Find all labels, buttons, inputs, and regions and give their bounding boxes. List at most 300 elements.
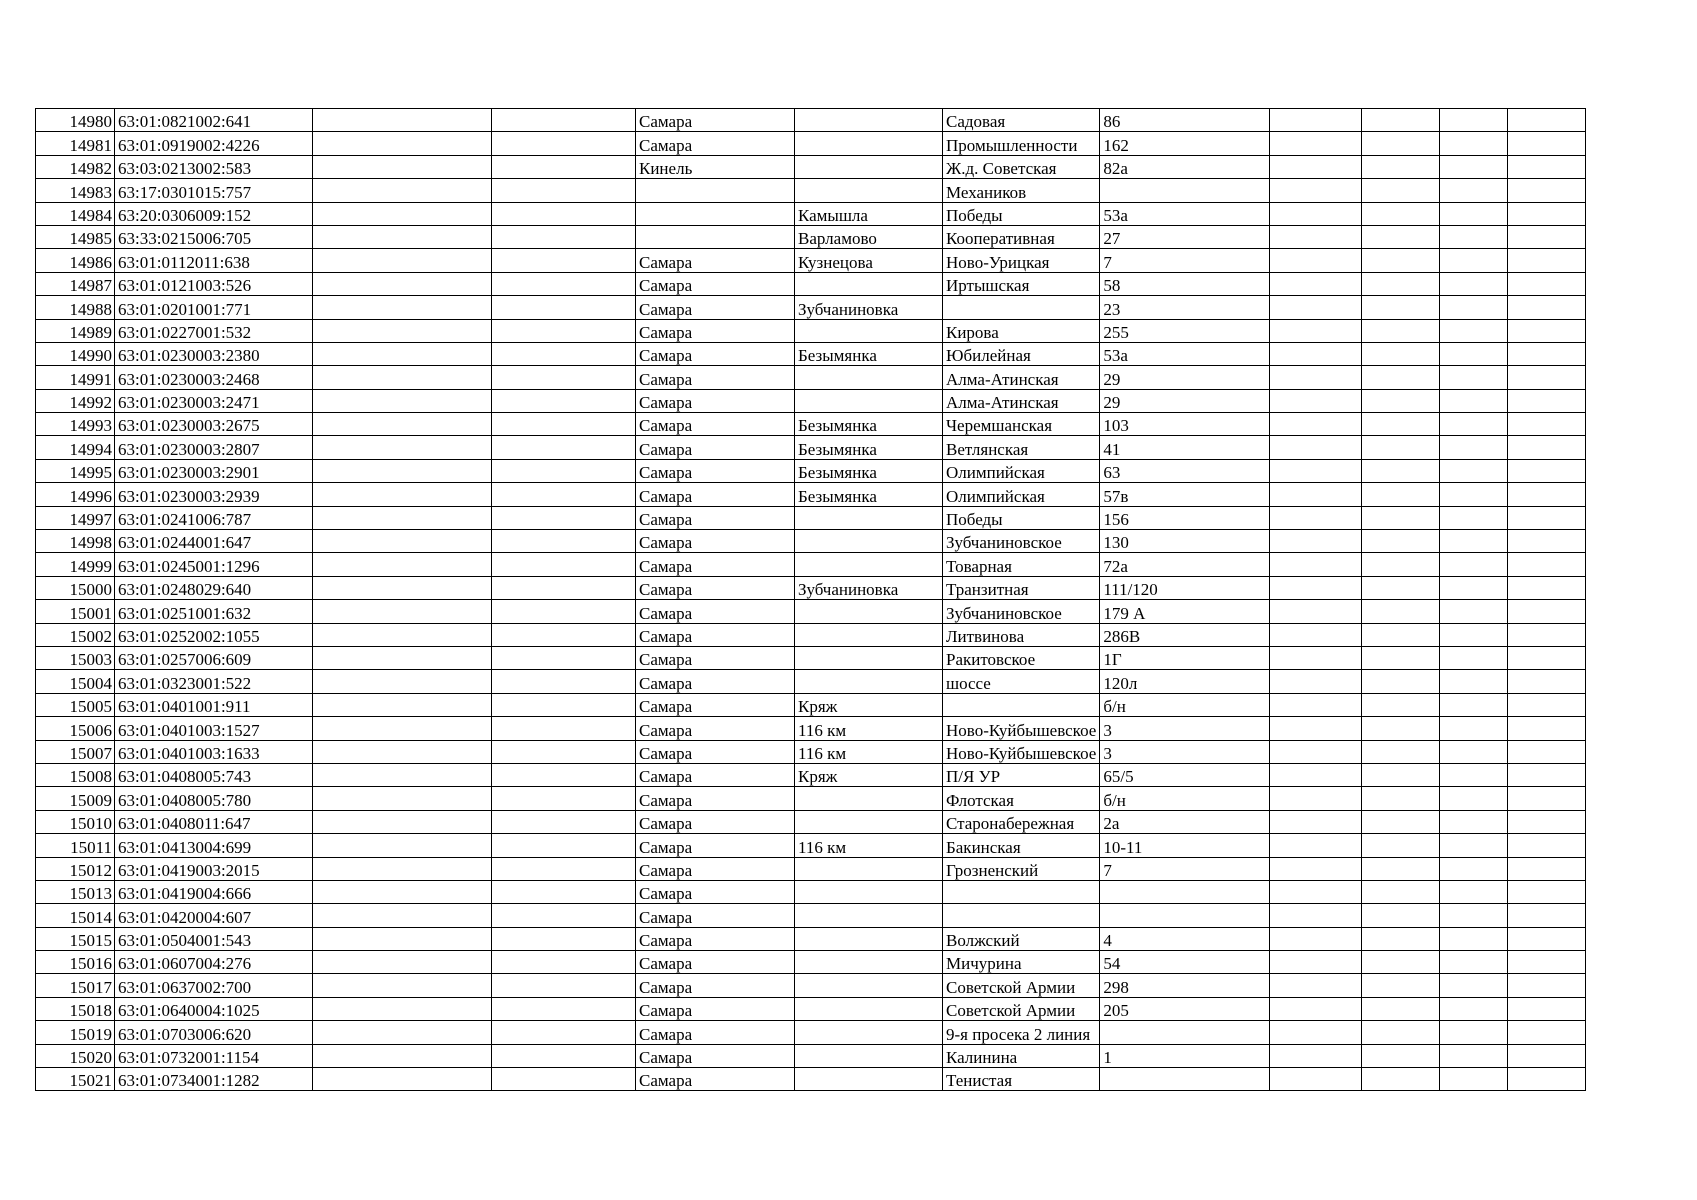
house-number-cell: 1Г <box>1100 646 1270 669</box>
table-row <box>36 740 1586 763</box>
empty-cell <box>1362 225 1440 248</box>
locality-cell <box>795 904 943 927</box>
table-row <box>36 576 1586 599</box>
empty-cell <box>1270 740 1362 763</box>
empty-cell <box>1440 225 1508 248</box>
empty-cell <box>1440 740 1508 763</box>
empty-cell <box>492 1021 636 1044</box>
cadastral-number-cell: 63:33:0215006:705 <box>115 225 313 248</box>
locality-cell <box>795 530 943 553</box>
street-cell: Алма-Атинская <box>943 389 1100 412</box>
empty-cell <box>492 904 636 927</box>
empty-cell <box>1508 202 1586 225</box>
row-number-cell: 15003 <box>36 646 115 669</box>
empty-cell <box>1508 296 1586 319</box>
house-number-cell: 298 <box>1100 974 1270 997</box>
empty-cell <box>1508 436 1586 459</box>
empty-cell <box>1362 1021 1440 1044</box>
street-cell: Ново-Куйбышевское <box>943 740 1100 763</box>
empty-cell <box>313 225 492 248</box>
street-cell: Победы <box>943 202 1100 225</box>
empty-cell <box>313 951 492 974</box>
empty-cell <box>1362 1044 1440 1067</box>
empty-cell <box>1270 389 1362 412</box>
empty-cell <box>1362 904 1440 927</box>
empty-cell <box>1362 880 1440 903</box>
city-cell: Самара <box>636 693 795 716</box>
street-cell: Литвинова <box>943 623 1100 646</box>
empty-cell <box>1362 296 1440 319</box>
empty-cell <box>1508 483 1586 506</box>
empty-cell <box>313 623 492 646</box>
city-cell: Самара <box>636 951 795 974</box>
locality-cell: Безымянка <box>795 342 943 365</box>
empty-cell <box>1362 179 1440 202</box>
empty-cell <box>1362 202 1440 225</box>
locality-cell <box>795 272 943 295</box>
table-row <box>36 623 1586 646</box>
empty-cell <box>1270 717 1362 740</box>
empty-cell <box>1508 179 1586 202</box>
empty-cell <box>1440 787 1508 810</box>
empty-cell <box>1362 413 1440 436</box>
empty-cell <box>313 389 492 412</box>
table-row <box>36 904 1586 927</box>
empty-cell <box>1440 717 1508 740</box>
empty-cell <box>1270 155 1362 178</box>
empty-cell <box>1440 109 1508 132</box>
empty-cell <box>313 132 492 155</box>
locality-cell <box>795 951 943 974</box>
table-row <box>36 951 1586 974</box>
empty-cell <box>492 880 636 903</box>
empty-cell <box>1508 109 1586 132</box>
row-number-cell: 15019 <box>36 1021 115 1044</box>
street-cell: Ветлянская <box>943 436 1100 459</box>
city-cell: Самара <box>636 927 795 950</box>
city-cell: Кинель <box>636 155 795 178</box>
table-row <box>36 974 1586 997</box>
empty-cell <box>1362 342 1440 365</box>
table-row <box>36 717 1586 740</box>
row-number-cell: 14982 <box>36 155 115 178</box>
house-number-cell: 2а <box>1100 810 1270 833</box>
empty-cell <box>1270 974 1362 997</box>
empty-cell <box>1508 342 1586 365</box>
table-row <box>36 459 1586 482</box>
empty-cell <box>313 179 492 202</box>
street-cell: Зубчаниновское <box>943 600 1100 623</box>
empty-cell <box>1362 951 1440 974</box>
empty-cell <box>1440 670 1508 693</box>
empty-cell <box>1440 506 1508 529</box>
street-cell: Победы <box>943 506 1100 529</box>
cadastral-number-cell: 63:01:0112011:638 <box>115 249 313 272</box>
row-number-cell: 14996 <box>36 483 115 506</box>
street-cell <box>943 904 1100 927</box>
empty-cell <box>1362 530 1440 553</box>
row-number-cell: 15010 <box>36 810 115 833</box>
empty-cell <box>1362 740 1440 763</box>
street-cell: Бакинская <box>943 834 1100 857</box>
house-number-cell: 29 <box>1100 366 1270 389</box>
empty-cell <box>1508 787 1586 810</box>
empty-cell <box>1270 109 1362 132</box>
city-cell: Самара <box>636 717 795 740</box>
empty-cell <box>1508 366 1586 389</box>
cadastral-number-cell: 63:01:0230003:2901 <box>115 459 313 482</box>
cadastral-number-cell: 63:01:0230003:2939 <box>115 483 313 506</box>
cadastral-number-cell: 63:01:0401003:1527 <box>115 717 313 740</box>
empty-cell <box>1440 880 1508 903</box>
row-number-cell: 15006 <box>36 717 115 740</box>
row-number-cell: 14985 <box>36 225 115 248</box>
city-cell: Самара <box>636 997 795 1020</box>
empty-cell <box>1508 225 1586 248</box>
empty-cell <box>1270 483 1362 506</box>
city-cell: Самара <box>636 623 795 646</box>
empty-cell <box>313 670 492 693</box>
street-cell <box>943 296 1100 319</box>
empty-cell <box>1270 904 1362 927</box>
empty-cell <box>1270 951 1362 974</box>
table-row <box>36 389 1586 412</box>
city-cell: Самара <box>636 600 795 623</box>
locality-cell: Зубчаниновка <box>795 296 943 319</box>
street-cell: Тенистая <box>943 1068 1100 1091</box>
empty-cell <box>313 342 492 365</box>
table-row <box>36 483 1586 506</box>
empty-cell <box>1270 787 1362 810</box>
empty-cell <box>492 155 636 178</box>
table-row <box>36 927 1586 950</box>
row-number-cell: 15008 <box>36 763 115 786</box>
empty-cell <box>1508 1021 1586 1044</box>
city-cell: Самара <box>636 389 795 412</box>
empty-cell <box>1508 623 1586 646</box>
street-cell: Олимпийская <box>943 483 1100 506</box>
empty-cell <box>1508 530 1586 553</box>
house-number-cell <box>1100 179 1270 202</box>
city-cell: Самара <box>636 296 795 319</box>
city-cell: Самара <box>636 857 795 880</box>
cadastral-number-cell: 63:01:0257006:609 <box>115 646 313 669</box>
house-number-cell: 65/5 <box>1100 763 1270 786</box>
city-cell: Самара <box>636 413 795 436</box>
row-number-cell: 15000 <box>36 576 115 599</box>
table-row <box>36 225 1586 248</box>
empty-cell <box>492 740 636 763</box>
row-number-cell: 14991 <box>36 366 115 389</box>
house-number-cell: 205 <box>1100 997 1270 1020</box>
cadastral-number-cell: 63:01:0245001:1296 <box>115 553 313 576</box>
empty-cell <box>1362 319 1440 342</box>
row-number-cell: 14992 <box>36 389 115 412</box>
empty-cell <box>1270 366 1362 389</box>
locality-cell <box>795 974 943 997</box>
empty-cell <box>1270 296 1362 319</box>
house-number-cell: 156 <box>1100 506 1270 529</box>
empty-cell <box>492 623 636 646</box>
street-cell: Советской Армии <box>943 997 1100 1020</box>
empty-cell <box>1440 272 1508 295</box>
empty-cell <box>1440 436 1508 459</box>
table-row <box>36 787 1586 810</box>
empty-cell <box>1270 576 1362 599</box>
empty-cell <box>492 974 636 997</box>
row-number-cell: 14999 <box>36 553 115 576</box>
cadastral-number-cell: 63:01:0121003:526 <box>115 272 313 295</box>
empty-cell <box>492 951 636 974</box>
empty-cell <box>1508 459 1586 482</box>
house-number-cell: 162 <box>1100 132 1270 155</box>
empty-cell <box>1508 553 1586 576</box>
empty-cell <box>313 576 492 599</box>
empty-cell <box>1362 249 1440 272</box>
locality-cell: Камышла <box>795 202 943 225</box>
row-number-cell: 15002 <box>36 623 115 646</box>
empty-cell <box>1508 717 1586 740</box>
locality-cell: Безымянка <box>795 413 943 436</box>
table-row <box>36 670 1586 693</box>
empty-cell <box>1440 1044 1508 1067</box>
table-row <box>36 834 1586 857</box>
table-row <box>36 530 1586 553</box>
street-cell: Советской Армии <box>943 974 1100 997</box>
empty-cell <box>1508 272 1586 295</box>
empty-cell <box>1508 974 1586 997</box>
street-cell: Товарная <box>943 553 1100 576</box>
house-number-cell: 3 <box>1100 740 1270 763</box>
city-cell: Самара <box>636 132 795 155</box>
cadastral-number-cell: 63:01:0252002:1055 <box>115 623 313 646</box>
empty-cell <box>1270 1044 1362 1067</box>
empty-cell <box>1362 787 1440 810</box>
empty-cell <box>492 249 636 272</box>
cadastral-number-cell: 63:01:0420004:607 <box>115 904 313 927</box>
locality-cell: Кузнецова <box>795 249 943 272</box>
cadastral-number-cell: 63:01:0244001:647 <box>115 530 313 553</box>
house-number-cell: 29 <box>1100 389 1270 412</box>
cadastral-number-cell: 63:01:0230003:2468 <box>115 366 313 389</box>
cadastral-number-cell: 63:01:0703006:620 <box>115 1021 313 1044</box>
street-cell: Ново-Куйбышевское <box>943 717 1100 740</box>
empty-cell <box>1362 974 1440 997</box>
empty-cell <box>1270 857 1362 880</box>
cadastral-number-cell: 63:01:0408011:647 <box>115 810 313 833</box>
empty-cell <box>1270 997 1362 1020</box>
table-row <box>36 857 1586 880</box>
locality-cell <box>795 553 943 576</box>
house-number-cell: 255 <box>1100 319 1270 342</box>
street-cell: 9-я просека 2 линия <box>943 1021 1100 1044</box>
empty-cell <box>492 530 636 553</box>
empty-cell <box>313 810 492 833</box>
cadastral-number-cell: 63:01:0607004:276 <box>115 951 313 974</box>
table-row <box>36 413 1586 436</box>
empty-cell <box>1440 155 1508 178</box>
row-number-cell: 14983 <box>36 179 115 202</box>
empty-cell <box>492 436 636 459</box>
empty-cell <box>492 132 636 155</box>
locality-cell: 116 км <box>795 740 943 763</box>
empty-cell <box>492 576 636 599</box>
empty-cell <box>1362 459 1440 482</box>
city-cell: Самара <box>636 342 795 365</box>
table-row <box>36 155 1586 178</box>
row-number-cell: 15011 <box>36 834 115 857</box>
cadastral-number-cell: 63:01:0248029:640 <box>115 576 313 599</box>
street-cell: Юбилейная <box>943 342 1100 365</box>
house-number-cell <box>1100 1068 1270 1091</box>
cadastral-number-cell: 63:01:0732001:1154 <box>115 1044 313 1067</box>
empty-cell <box>1270 1021 1362 1044</box>
empty-cell <box>313 646 492 669</box>
locality-cell <box>795 389 943 412</box>
locality-cell <box>795 155 943 178</box>
locality-cell <box>795 857 943 880</box>
empty-cell <box>1362 366 1440 389</box>
table-row <box>36 109 1586 132</box>
empty-cell <box>1440 834 1508 857</box>
empty-cell <box>1362 927 1440 950</box>
street-cell: Промышленности <box>943 132 1100 155</box>
cadastral-number-cell: 63:01:0230003:2675 <box>115 413 313 436</box>
table-row <box>36 436 1586 459</box>
empty-cell <box>492 389 636 412</box>
locality-cell <box>795 810 943 833</box>
locality-cell <box>795 670 943 693</box>
empty-cell <box>1270 506 1362 529</box>
row-number-cell: 15020 <box>36 1044 115 1067</box>
empty-cell <box>313 249 492 272</box>
house-number-cell: 130 <box>1100 530 1270 553</box>
empty-cell <box>1440 1021 1508 1044</box>
cadastral-number-cell: 63:01:0413004:699 <box>115 834 313 857</box>
cadastral-number-cell: 63:01:0230003:2807 <box>115 436 313 459</box>
empty-cell <box>313 974 492 997</box>
empty-cell <box>313 296 492 319</box>
empty-cell <box>492 553 636 576</box>
row-number-cell: 14989 <box>36 319 115 342</box>
empty-cell <box>1270 834 1362 857</box>
empty-cell <box>1362 132 1440 155</box>
empty-cell <box>1362 389 1440 412</box>
empty-cell <box>313 459 492 482</box>
empty-cell <box>1440 693 1508 716</box>
city-cell <box>636 202 795 225</box>
city-cell: Самара <box>636 109 795 132</box>
locality-cell <box>795 109 943 132</box>
locality-cell <box>795 880 943 903</box>
empty-cell <box>1440 1068 1508 1091</box>
empty-cell <box>313 553 492 576</box>
empty-cell <box>313 483 492 506</box>
street-cell: шоссе <box>943 670 1100 693</box>
empty-cell <box>313 763 492 786</box>
empty-cell <box>1270 1068 1362 1091</box>
row-number-cell: 15005 <box>36 693 115 716</box>
empty-cell <box>492 342 636 365</box>
row-number-cell: 14980 <box>36 109 115 132</box>
row-number-cell: 15018 <box>36 997 115 1020</box>
table-row <box>36 132 1586 155</box>
city-cell: Самара <box>636 483 795 506</box>
empty-cell <box>492 997 636 1020</box>
house-number-cell: 27 <box>1100 225 1270 248</box>
table-row <box>36 693 1586 716</box>
empty-cell <box>1508 810 1586 833</box>
city-cell: Самара <box>636 670 795 693</box>
empty-cell <box>1440 413 1508 436</box>
empty-cell <box>1508 834 1586 857</box>
locality-cell <box>795 319 943 342</box>
table-row <box>36 249 1586 272</box>
empty-cell <box>1270 553 1362 576</box>
house-number-cell: 63 <box>1100 459 1270 482</box>
table-row <box>36 553 1586 576</box>
empty-cell <box>1440 132 1508 155</box>
cadastral-number-cell: 63:01:0640004:1025 <box>115 997 313 1020</box>
city-cell: Самара <box>636 272 795 295</box>
table-row <box>36 646 1586 669</box>
empty-cell <box>492 693 636 716</box>
street-cell: Зубчаниновское <box>943 530 1100 553</box>
city-cell: Самара <box>636 366 795 389</box>
empty-cell <box>492 834 636 857</box>
cadastral-number-cell: 63:01:0227001:532 <box>115 319 313 342</box>
house-number-cell: 7 <box>1100 857 1270 880</box>
house-number-cell: 72а <box>1100 553 1270 576</box>
empty-cell <box>492 646 636 669</box>
row-number-cell: 15013 <box>36 880 115 903</box>
empty-cell <box>1440 974 1508 997</box>
city-cell: Самара <box>636 506 795 529</box>
empty-cell <box>1270 623 1362 646</box>
city-cell: Самара <box>636 459 795 482</box>
cadastral-number-cell: 63:01:0230003:2471 <box>115 389 313 412</box>
empty-cell <box>1440 342 1508 365</box>
empty-cell <box>1508 155 1586 178</box>
city-cell: Самара <box>636 553 795 576</box>
empty-cell <box>492 319 636 342</box>
street-cell: Садовая <box>943 109 1100 132</box>
empty-cell <box>492 763 636 786</box>
city-cell: Самара <box>636 740 795 763</box>
empty-cell <box>1508 927 1586 950</box>
cadastral-number-cell: 63:01:0919002:4226 <box>115 132 313 155</box>
row-number-cell: 15001 <box>36 600 115 623</box>
empty-cell <box>313 506 492 529</box>
empty-cell <box>1508 506 1586 529</box>
empty-cell <box>1362 997 1440 1020</box>
empty-cell <box>1362 436 1440 459</box>
house-number-cell <box>1100 1021 1270 1044</box>
street-cell: Кооперативная <box>943 225 1100 248</box>
city-cell: Самара <box>636 763 795 786</box>
empty-cell <box>1508 951 1586 974</box>
house-number-cell <box>1100 904 1270 927</box>
locality-cell <box>795 506 943 529</box>
empty-cell <box>1508 576 1586 599</box>
empty-cell <box>1270 810 1362 833</box>
street-cell: Волжский <box>943 927 1100 950</box>
table-row <box>36 997 1586 1020</box>
empty-cell <box>1440 646 1508 669</box>
house-number-cell: б/н <box>1100 787 1270 810</box>
empty-cell <box>313 1068 492 1091</box>
empty-cell <box>492 109 636 132</box>
